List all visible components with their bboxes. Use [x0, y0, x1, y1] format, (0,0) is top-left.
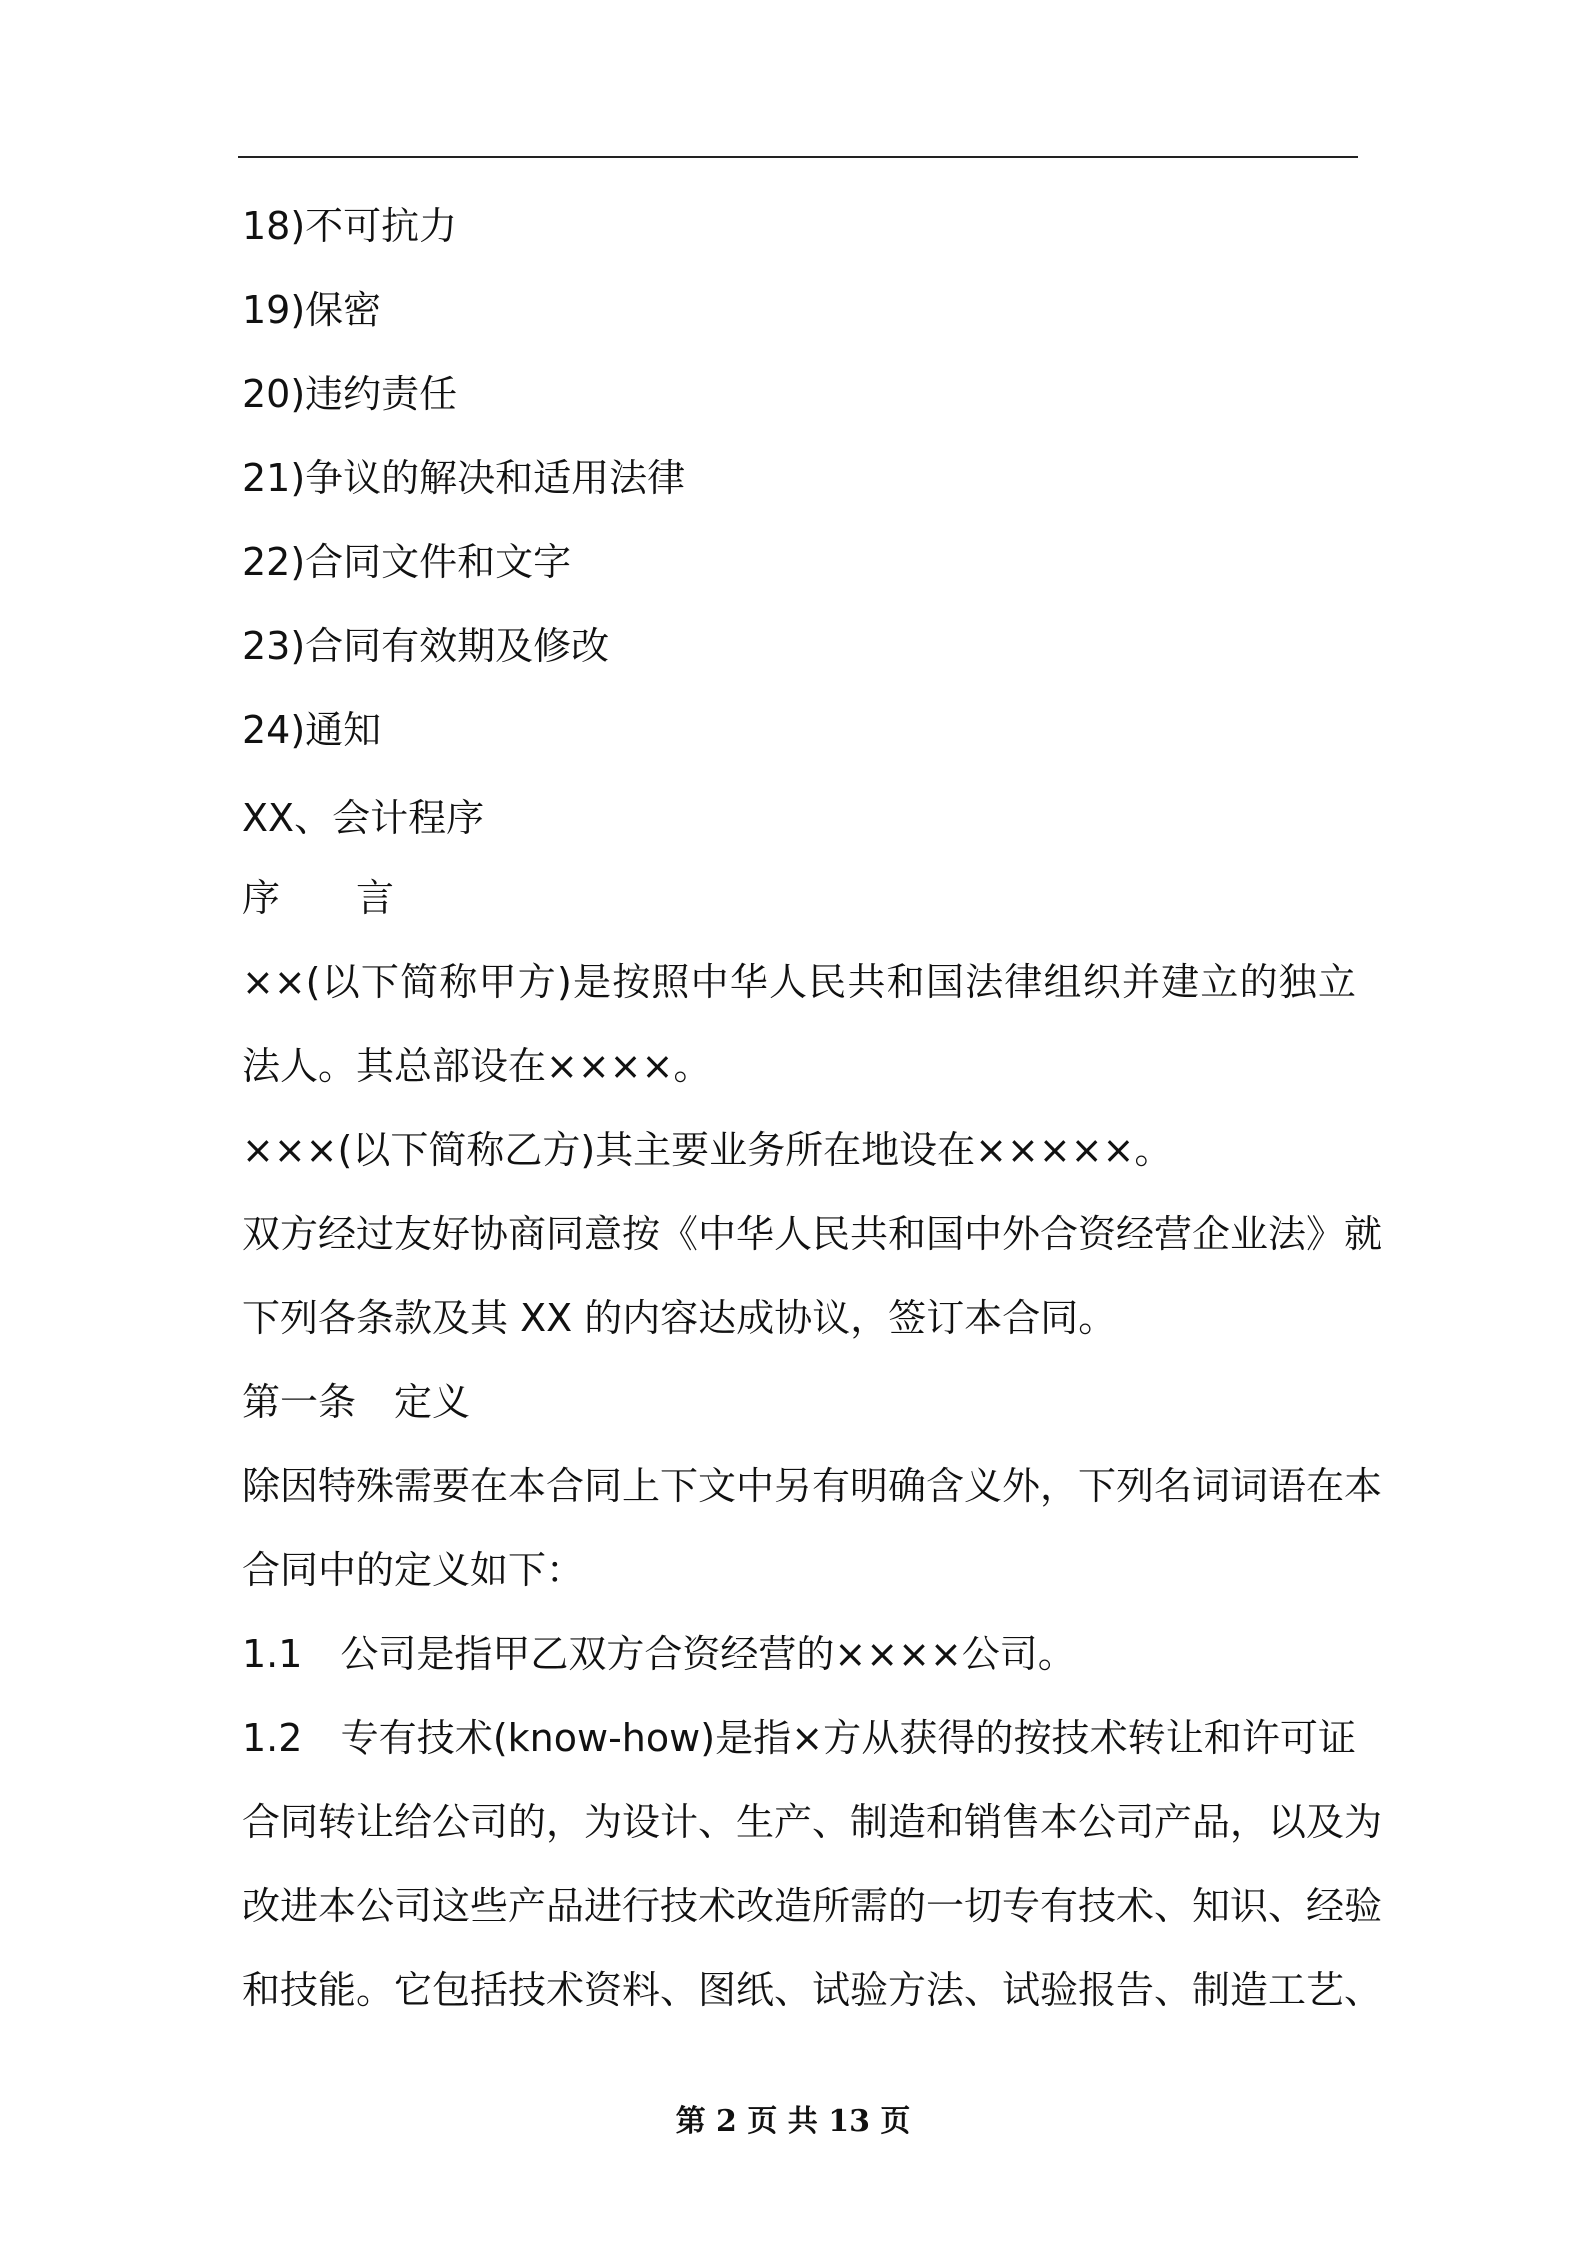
- list-item-21: 21)争议的解决和适用法律: [242, 456, 686, 500]
- paragraph-party-a-line-2: 法人。其总部设在××××。: [242, 1044, 712, 1088]
- definition-1-1: 1.1 公司是指甲乙双方合资经营的××××公司。: [242, 1632, 1076, 1676]
- definition-intro-line-1: 除因特殊需要在本合同上下文中另有明确含义外，下列名词词语在本: [242, 1464, 1383, 1508]
- paragraph-party-b: ×××(以下简称乙方)其主要业务所在地设在×××××。: [242, 1128, 1173, 1172]
- definition-1-2-line-4: 和技能。它包括技术资料、图纸、试验方法、试验报告、制造工艺、: [242, 1968, 1383, 2012]
- list-item-20: 20)违约责任: [242, 372, 458, 416]
- list-item-24: 24)通知: [242, 708, 382, 752]
- list-item-18: 18)不可抗力: [242, 204, 458, 248]
- page-number-footer: 第 2 页 共 13 页: [675, 2104, 911, 2139]
- list-item-22: 22)合同文件和文字: [242, 540, 572, 584]
- paragraph-consult-line-1: 双方经过友好协商同意按《中华人民共和国中外合资经营企业法》就: [242, 1212, 1383, 1256]
- section-title: XX、会计程序: [242, 796, 485, 840]
- definition-intro-line-2: 合同中的定义如下：: [242, 1548, 585, 1592]
- preface-title: 序 言: [242, 876, 395, 920]
- definition-1-2-line-2: 合同转让给公司的，为设计、生产、制造和销售本公司产品，以及为: [242, 1800, 1383, 1844]
- article-1-title: 第一条 定义: [242, 1380, 471, 1424]
- list-item-23: 23)合同有效期及修改: [242, 624, 610, 668]
- paragraph-party-a-line-1: ××(以下简称甲方)是按照中华人民共和国法律组织并建立的独立: [242, 960, 1356, 1004]
- definition-1-2-line-3: 改进本公司这些产品进行技术改造所需的一切专有技术、知识、经验: [242, 1884, 1383, 1928]
- header-rule: [238, 156, 1358, 158]
- list-item-19: 19)保密: [242, 288, 382, 332]
- paragraph-consult-line-2: 下列各条款及其 XX 的内容达成协议，签订本合同。: [242, 1296, 1117, 1340]
- definition-1-2-line-1: 1.2 专有技术(know-how)是指×方从获得的按技术转让和许可证: [242, 1716, 1356, 1760]
